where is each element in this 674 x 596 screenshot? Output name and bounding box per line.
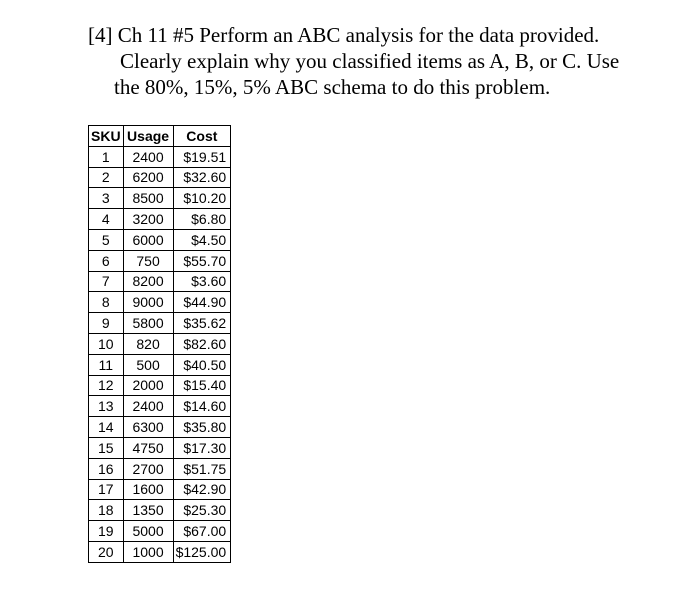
cost-cell: $19.51 xyxy=(173,146,231,167)
sku-cell: 11 xyxy=(89,354,124,375)
table-row xyxy=(89,500,231,521)
column-header-sku: SKU xyxy=(89,126,124,147)
cost-cell: $55.70 xyxy=(173,250,231,271)
usage-cell: 5800 xyxy=(123,313,173,334)
cost-cell: $25.30 xyxy=(173,500,231,521)
cost-cell: $40.50 xyxy=(173,354,231,375)
table-row xyxy=(89,541,231,562)
sku-cell: 16 xyxy=(89,458,124,479)
column-header-cost: Cost xyxy=(173,126,231,147)
usage-cell: 6000 xyxy=(123,229,173,250)
cost-cell: $6.80 xyxy=(173,209,231,230)
usage-cell: 4750 xyxy=(123,437,173,458)
cost-cell: $51.75 xyxy=(173,458,231,479)
table-row xyxy=(89,396,231,417)
table-row xyxy=(89,333,231,354)
table-row xyxy=(89,354,231,375)
usage-cell: 2000 xyxy=(123,375,173,396)
table-row xyxy=(89,313,231,334)
cost-cell: $35.62 xyxy=(173,313,231,334)
table-row xyxy=(89,271,231,292)
usage-cell: 1600 xyxy=(123,479,173,500)
abc-data-table xyxy=(88,125,231,563)
cost-cell: $10.20 xyxy=(173,188,231,209)
sku-cell: 18 xyxy=(89,500,124,521)
sku-cell: 10 xyxy=(89,333,124,354)
usage-cell: 6300 xyxy=(123,417,173,438)
sku-cell: 17 xyxy=(89,479,124,500)
sku-cell: 20 xyxy=(89,541,124,562)
table-row xyxy=(89,167,231,188)
usage-cell: 750 xyxy=(123,250,173,271)
cost-cell: $125.00 xyxy=(173,541,231,562)
sku-cell: 1 xyxy=(89,146,124,167)
cost-cell: $44.90 xyxy=(173,292,231,313)
cost-cell: $14.60 xyxy=(173,396,231,417)
usage-cell: 8500 xyxy=(123,188,173,209)
table-row xyxy=(89,479,231,500)
table-row xyxy=(89,292,231,313)
table-row xyxy=(89,229,231,250)
problem-line-1: [4] Ch 11 #5 Perform an ABC analysis for the data provided. xyxy=(88,23,600,47)
sku-cell: 9 xyxy=(89,313,124,334)
usage-cell: 5000 xyxy=(123,521,173,542)
cost-cell: $4.50 xyxy=(173,229,231,250)
table-row xyxy=(89,209,231,230)
table-row xyxy=(89,375,231,396)
usage-cell: 1350 xyxy=(123,500,173,521)
problem-line-3: the 80%, 15%, 5% ABC schema to do this problem. xyxy=(114,75,551,99)
sku-cell: 19 xyxy=(89,521,124,542)
cost-cell: $3.60 xyxy=(173,271,231,292)
cost-cell: $17.30 xyxy=(173,437,231,458)
usage-cell: 9000 xyxy=(123,292,173,313)
problem-line-2: Clearly explain why you classified items as A, B, or C. Use xyxy=(120,49,620,73)
usage-cell: 820 xyxy=(123,333,173,354)
sku-cell: 8 xyxy=(89,292,124,313)
table-row xyxy=(89,188,231,209)
usage-cell: 6200 xyxy=(123,167,173,188)
table-row xyxy=(89,417,231,438)
sku-cell: 2 xyxy=(89,167,124,188)
cost-cell: $15.40 xyxy=(173,375,231,396)
usage-cell: 1000 xyxy=(123,541,173,562)
sku-cell: 13 xyxy=(89,396,124,417)
usage-cell: 3200 xyxy=(123,209,173,230)
cost-cell: $42.90 xyxy=(173,479,231,500)
table-row xyxy=(89,521,231,542)
cost-cell: $82.60 xyxy=(173,333,231,354)
usage-cell: 2400 xyxy=(123,396,173,417)
cost-cell: $67.00 xyxy=(173,521,231,542)
table-header-row xyxy=(89,126,231,147)
sku-cell: 3 xyxy=(89,188,124,209)
cost-cell: $35.80 xyxy=(173,417,231,438)
table-row xyxy=(89,437,231,458)
table-row xyxy=(89,458,231,479)
cost-cell: $32.60 xyxy=(173,167,231,188)
usage-cell: 2400 xyxy=(123,146,173,167)
table-body xyxy=(89,146,231,562)
sku-cell: 14 xyxy=(89,417,124,438)
usage-cell: 500 xyxy=(123,354,173,375)
sku-cell: 7 xyxy=(89,271,124,292)
table-row xyxy=(89,146,231,167)
sku-cell: 6 xyxy=(89,250,124,271)
usage-cell: 2700 xyxy=(123,458,173,479)
sku-cell: 4 xyxy=(89,209,124,230)
sku-cell: 5 xyxy=(89,229,124,250)
column-header-usage: Usage xyxy=(123,126,173,147)
problem-statement xyxy=(88,22,658,100)
sku-cell: 15 xyxy=(89,437,124,458)
sku-cell: 12 xyxy=(89,375,124,396)
table-row xyxy=(89,250,231,271)
usage-cell: 8200 xyxy=(123,271,173,292)
